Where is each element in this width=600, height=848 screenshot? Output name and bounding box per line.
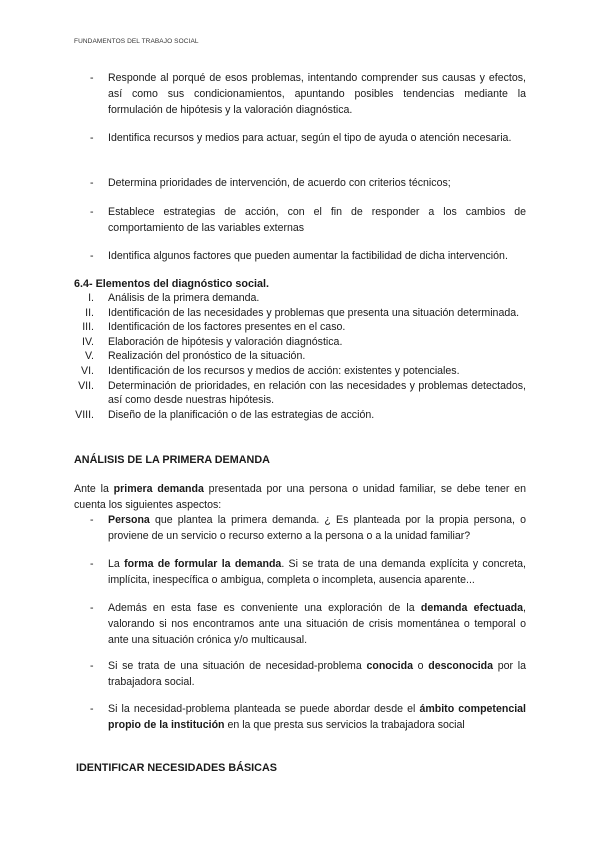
list-item-text: Responde al porqué de esos problemas, intentando comprender sus causas y efectos, así como sus condicionamientos, apuntando posibles tendencias mediante la formulación de hipótesis y la valoración diagnóstica. <box>108 72 526 116</box>
list-item-text <box>108 556 526 588</box>
item-number: VIII. <box>75 408 94 421</box>
section-heading: IDENTIFICAR NECESIDADES BÁSICAS <box>76 762 277 774</box>
intro-paragraph <box>74 482 526 513</box>
list-item-text: Identifica recursos y medios para actuar, según el tipo de ayuda o atención necesaria. <box>108 132 512 144</box>
dash-marker: - <box>90 558 94 570</box>
text-run: Si se trata de una situación de necesidad-problema <box>108 660 367 672</box>
bold-term: demanda efectuada <box>420 602 524 614</box>
bold-term: Persona <box>108 514 150 526</box>
list-item <box>90 204 526 236</box>
roman-list <box>74 291 526 422</box>
bold-term: desconocida <box>428 660 494 672</box>
text-run: Además en esta fase es conveniente una exploración de la <box>108 602 421 614</box>
text-run: . Si se trata de una demanda explícita y concreta, implícita, inespecífica o ambigua, completa o incompleta, ausencia aparente... <box>108 558 526 586</box>
section-heading: ANÁLISIS DE LA PRIMERA DEMANDA <box>74 454 270 466</box>
list-item <box>90 175 526 191</box>
list-item <box>74 349 526 364</box>
text-run: por la trabajadora social. <box>108 660 526 688</box>
list-item-text: Identificación de los factores presentes en el caso. <box>108 321 346 334</box>
dash-marker: - <box>90 177 94 189</box>
list-item-text: Elaboración de hipótesis y valoración diagnóstica. <box>108 335 343 348</box>
list-item-text <box>108 701 526 733</box>
item-number: III. <box>82 321 94 334</box>
list-item <box>74 379 526 408</box>
dash-marker: - <box>90 132 94 144</box>
dash-marker: - <box>90 72 94 84</box>
dash-marker: - <box>90 703 94 715</box>
bold-term: conocida <box>366 660 413 672</box>
list-item <box>74 335 526 350</box>
list-item-text: Determina prioridades de intervención, de acuerdo con criterios técnicos; <box>108 177 451 189</box>
item-number: VI. <box>81 364 94 377</box>
list-item <box>74 320 526 335</box>
list-item <box>90 248 526 264</box>
list-item-text <box>108 600 526 648</box>
list-item-text <box>108 512 526 544</box>
intro-after: presentada por una persona o unidad familiar, se debe tener en cuenta los siguientes aspectos: <box>74 483 526 511</box>
list-item-text: Establece estrategias de acción, con el fin de responder a los cambios de comportamiento de las variables externas <box>108 206 526 234</box>
dash-marker: - <box>90 660 94 672</box>
item-number: VII. <box>78 379 94 392</box>
list-item <box>90 701 526 733</box>
list-item <box>90 70 526 118</box>
text-run: , valorando si nos encontramos ante una situación de crisis momentánea o temporal o ante una situación crónica y/o multicausal. <box>108 602 526 646</box>
item-number: V. <box>84 350 94 363</box>
dash-marker: - <box>90 602 94 614</box>
list-item-text: Identifica algunos factores que pueden aumentar la factibilidad de dicha intervención. <box>108 250 508 262</box>
list-item-text <box>108 658 526 690</box>
dash-marker: - <box>90 514 94 526</box>
text-run: que plantea la primera demanda. ¿ Es planteada por la propia persona, o proviene de un servicio o recurso externo a la persona o a la unidad familiar? <box>108 514 526 542</box>
list-item <box>74 291 526 306</box>
text-run: Si la necesidad-problema planteada se puede abordar desde el <box>108 703 420 715</box>
section-heading: 6.4- Elementos del diagnóstico social. <box>74 278 269 290</box>
running-header: FUNDAMENTOS DEL TRABAJO SOCIAL <box>74 38 199 45</box>
list-item-text: Realización del pronóstico de la situación. <box>108 350 306 363</box>
list-item <box>90 600 526 648</box>
dash-marker: - <box>90 206 94 218</box>
item-number: II. <box>85 306 94 319</box>
text-run: en la que presta sus servicios la trabajadora social <box>224 719 465 731</box>
list-item <box>74 364 526 379</box>
bold-term: forma de formular la demanda <box>124 558 282 570</box>
dash-marker: - <box>90 250 94 262</box>
text-run: La <box>108 558 125 570</box>
list-item-text: Diseño de la planificación o de las estrategias de acción. <box>108 408 375 421</box>
list-item <box>90 512 526 544</box>
list-item-text: Determinación de prioridades, en relación con las necesidades y problemas detectados, así como desde nuestras hipótesis. <box>108 379 526 407</box>
list-item <box>74 408 526 423</box>
list-item <box>74 306 526 321</box>
intro-before: Ante la <box>74 483 114 495</box>
list-item <box>90 556 526 588</box>
text-run: o <box>412 660 429 672</box>
item-number: I. <box>88 292 94 304</box>
list-item-text: Análisis de la primera demanda. <box>108 292 260 304</box>
intro-bold: primera demanda <box>113 483 204 495</box>
item-number: IV. <box>82 335 94 348</box>
list-item <box>90 658 526 690</box>
list-item-text: Identificación de las necesidades y problemas que presenta una situación determinada. <box>108 306 520 319</box>
bold-term: ámbito competencial propio de la institución <box>108 703 526 731</box>
list-item <box>90 130 526 146</box>
list-item-text: Identificación de los recursos y medios de acción: existentes y potenciales. <box>108 364 460 377</box>
